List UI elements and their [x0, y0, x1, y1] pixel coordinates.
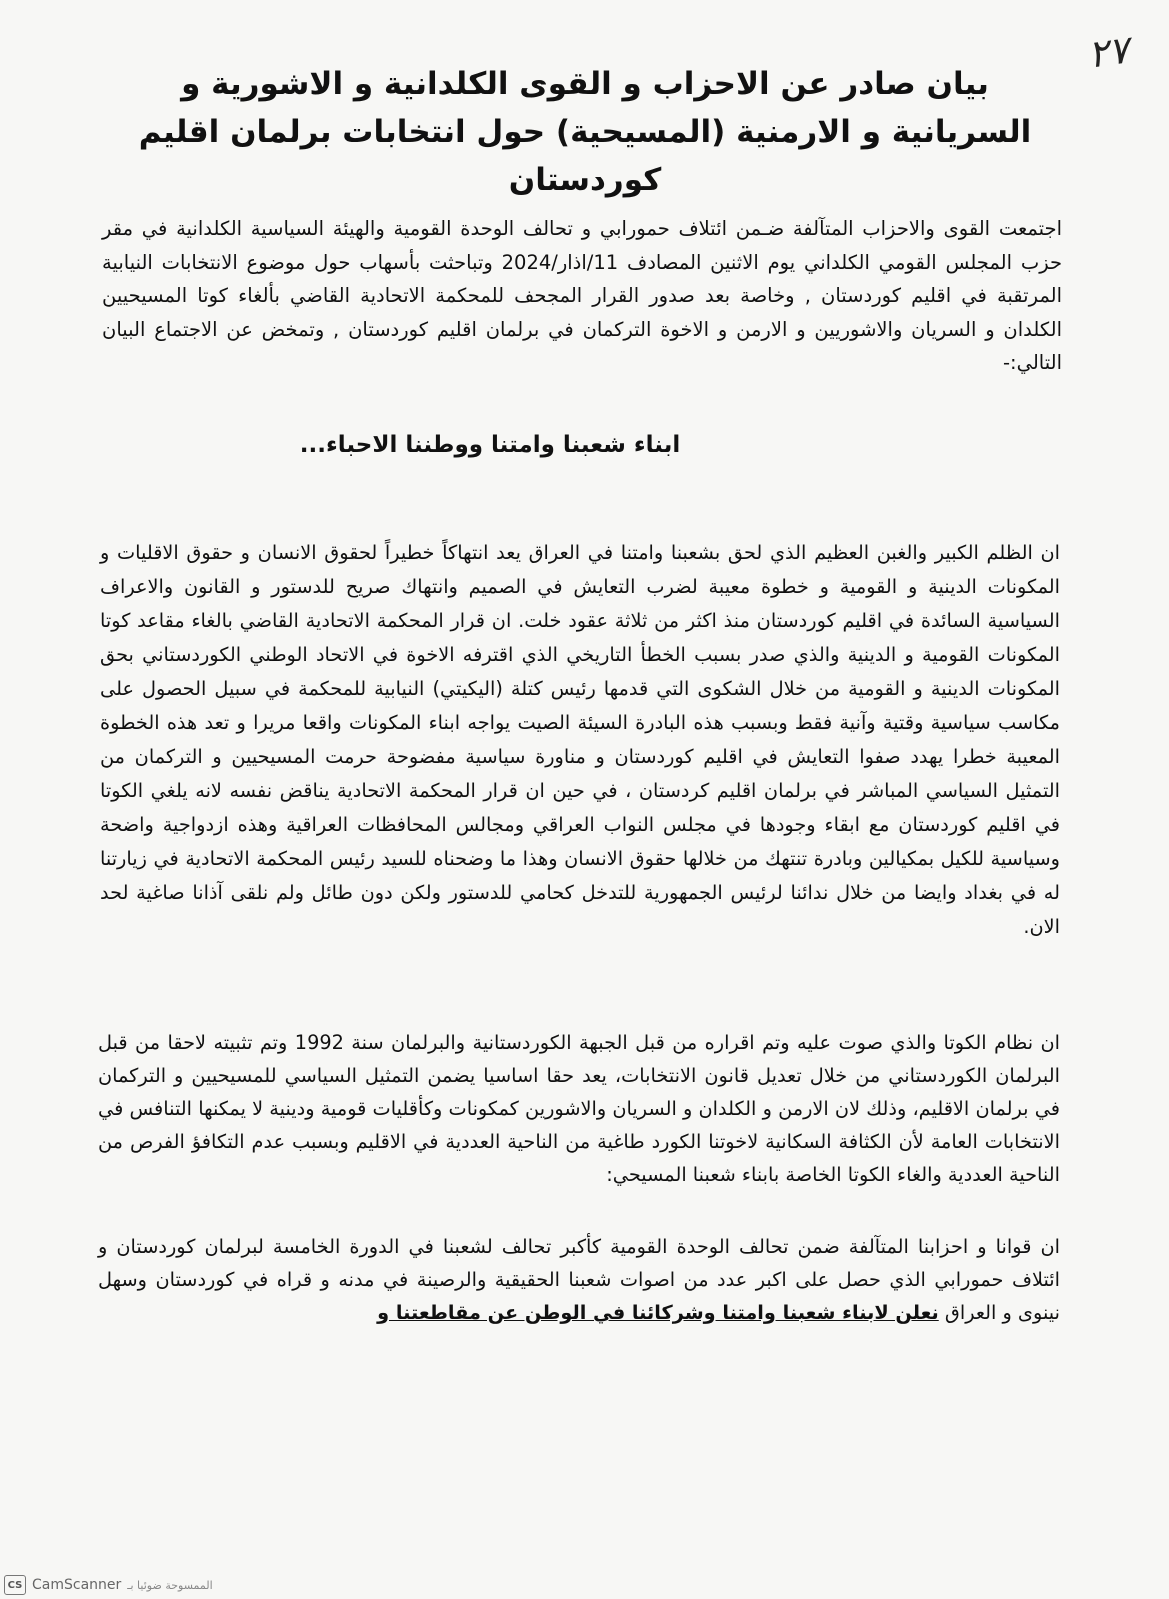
- intro-paragraph: اجتمعت القوى والاحزاب المتآلفة ضـمن ائتلاف حمورابي و تحالف الوحدة القومية والهيئة السياسية الكلدانية في مقر حزب المجلس القومي الكلداني يوم الاثنين المصادف 11/اذار/2024 وتباحثت بأسهاب حول موضوع الانتخابات النيابية المرتقبة في اقليم كوردستان , وخاصة بعد صدور القرار المجحف للمحكمة الاتحادية القاضي بألغاء كوتا المسيحيين الكلدان و السريان والاشوريين و الارمن و الاخوة التركمان في برلمان اقليم كوردستان , وتمخض عن الاجتماع البيان التالي:-: [102, 217, 1063, 375]
- paragraph-3-text: ان قوانا و احزابنا المتآلفة ضمن تحالف الوحدة القومية كأكبر تحالف لشعبنا في الدورة الخامسة لبرلمان كوردستان و ائتلاف حمورابي الذي حصل على اكبر عدد من اصوات شعبنا الحقيقية والرصينة في مدنه و قراه في كوردستان وسهل نينوى و العراق: [98, 1235, 1060, 1324]
- section-heading: ابناء شعبنا وامتنا ووطننا الاحباء...: [299, 432, 681, 458]
- camscanner-logo-icon: CS: [4, 1575, 26, 1595]
- scanner-app-name: CamScanner: [32, 1577, 122, 1593]
- paragraph-3-emphasis: نعلن لابناء شعبنا وامتنا وشركائنا في الوطن عن مقاطعتنا و: [377, 1301, 939, 1324]
- body-paragraph-3: [98, 1230, 1060, 1329]
- page-number: ٢٧: [1085, 27, 1132, 77]
- body-paragraph-2: ان نظام الكوتا والذي صوت عليه وتم اقراره من قبل الجبهة الكوردستانية والبرلمان سنة 1992 وتم تثبيته لاحقا من قبل البرلمان الكوردستاني من خلال تعديل قانون الانتخابات، يعد حقا اساسيا يضمن التمثيل السياسي للمسيحيين و التركمان في برلمان الاقليم، وذلك لان الارمن و الكلدان و السريان والاشورين كمكونات وكأقليات قومية ودينية لا يمكنها التنافس في الانتخابات العامة لأن الكثافة السكانية لاخوتنا الكورد طاغية من الناحية العددية في الاقليم وبسبب عدم التكافؤ الفرص من الناحية العددية والغاء الكوتا الخاصة بابناء شعبنا المسيحي:: [98, 1031, 1060, 1186]
- document-title: بيان صادر عن الاحزاب و القوى الكلدانية و الاشورية و السريانية و الارمنية (المسيحية) حول انتخابات برلمان اقليم كوردستان: [138, 66, 1032, 198]
- scanner-footer: [4, 1575, 213, 1595]
- scanner-label-arabic: الممسوحة ضوئيا بـ: [127, 1578, 213, 1592]
- body-paragraph-1: ان الظلم الكبير والغبن العظيم الذي لحق بشعبنا وامتنا في العراق يعد انتهاكاً خطيراً لحقوق الانسان و حقوق الاقليات و المكونات الدينية و القومية و خطوة معيبة لضرب التعايش في الصميم وانتهاك صريح للدستور و القانون والاعراف السياسية السائدة في اقليم كوردستان منذ اكثر من ثلاثة عقود خلت. ان قرار المحكمة الاتحادية القاضي بالغاء مقاعد كوتا المكونات القومية و الدينية والذي صدر بسبب الخطأ التاريخي الذي اقترفه الاخوة في الاتحاد الوطني الكوردستاني بحق المكونات الدينية و القومية من خلال الشكوى التي قدمها رئيس كتلة (اليكيتي) النيابية للمحكمة في سبيل الحصول على مكاسب سياسية وقتية وآنية فقط وبسبب هذه البادرة السيئة الصيت يواجه ابناء المكونات واقعا مريرا و تعد هذه الخطوة المعيبة خطرا يهدد صفوا التعايش في اقليم كوردستان و مناورة سياسية مفضوحة حرمت المسيحيين و التركمان من التمثيل السياسي المباشر في برلمان اقليم كردستان ، في حين ان قرار المحكمة الاتحادية يناقض نفسه لانه يلغي الكوتا في اقليم كوردستان مع ابقاء وجودها في مجلس النواب العراقي ومجالس المحافظات العراقية وهذه ازدواجية واضحة وسياسية للكيل بمكيالين وبادرة تنتهك من خلالها حقوق الانسان وهذا ما وضحناه للسيد رئيس المحكمة الاتحادية في زيارتنا له في بغداد وايضا من خلال ندائنا لرئيس الجمهورية للتدخل كحامي للدستور ولكن دون طائل ولم نلقى آذانا صاغية لحد الان.: [100, 541, 1060, 938]
